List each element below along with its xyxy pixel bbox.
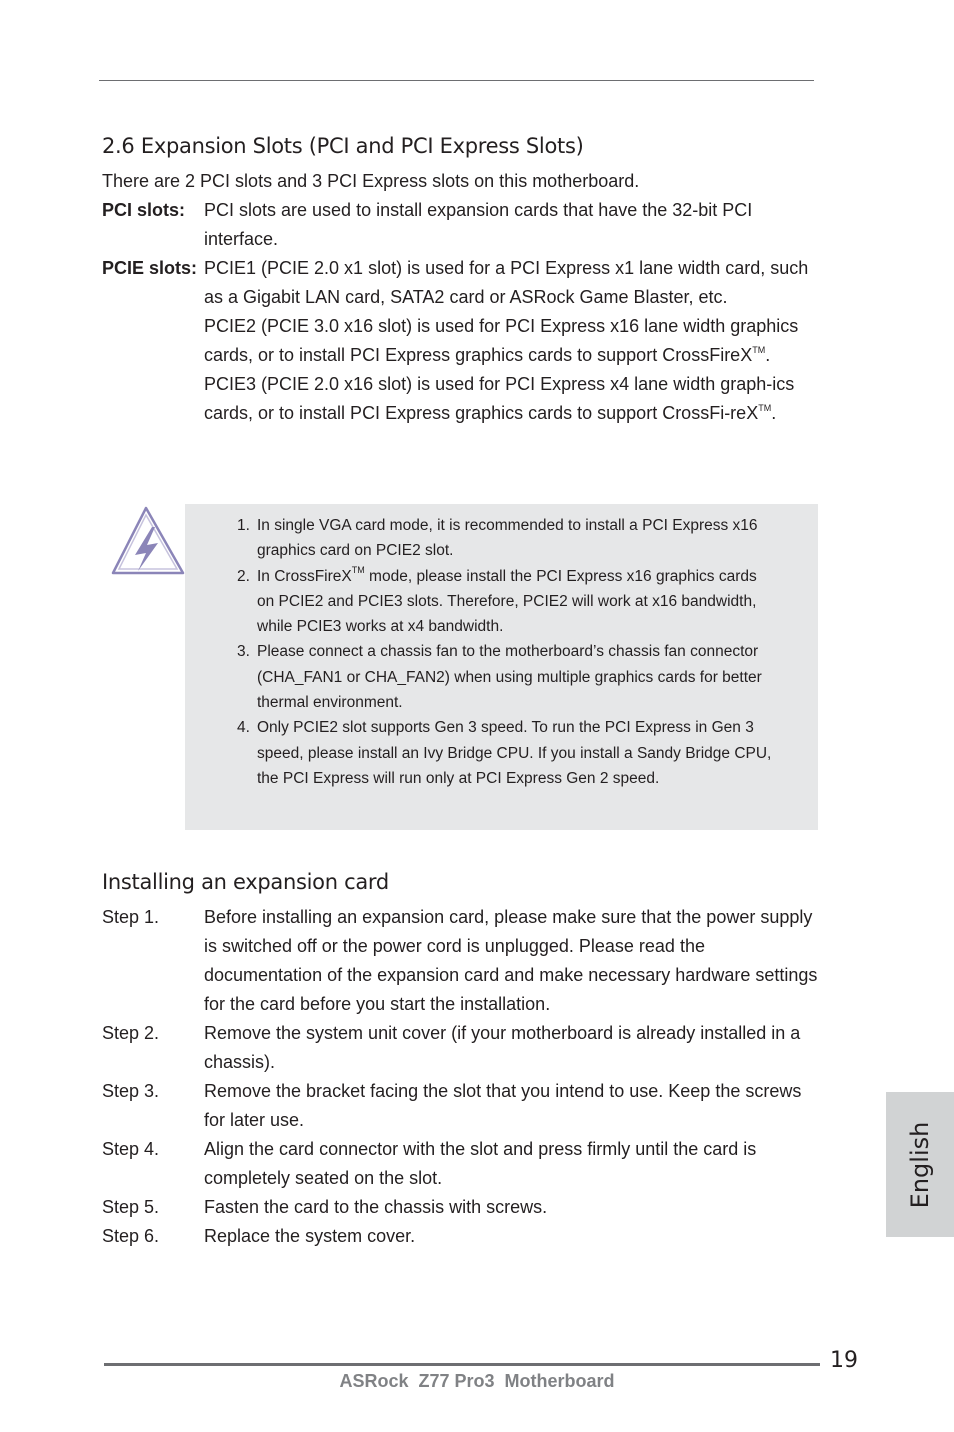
step-label: Step 2. xyxy=(102,1023,160,1043)
pcie2-period: . xyxy=(765,345,771,365)
note-number: 3. xyxy=(237,643,250,661)
trademark-sup: TM xyxy=(351,564,365,575)
note-number: 2. xyxy=(237,567,250,585)
step-label: Step 4. xyxy=(102,1139,160,1159)
trademark-sup: TM xyxy=(752,345,766,355)
note-box xyxy=(185,504,818,830)
page-number: 19 xyxy=(830,1348,858,1373)
footer xyxy=(0,1371,954,1392)
step-label: Step 3. xyxy=(102,1081,160,1101)
note-number: 4. xyxy=(237,719,250,737)
section-title: 2.6 Expansion Slots (PCI and PCI Express Slots) xyxy=(102,134,584,158)
language-tab xyxy=(886,1092,954,1237)
pci-slots-text-line1: PCI slots are used to install expansion cards that have the 32-bit PCI xyxy=(204,200,753,220)
note-item xyxy=(237,715,777,791)
pcie1-description: PCIE1 (PCIE 2.0 x1 slot) is used for a PCI Express x1 lane width card, such as a Gigabit LAN card, SATA2 card or ASRock Game Blaster, etc. xyxy=(204,258,809,307)
top-rule xyxy=(99,80,814,81)
step-label: Step 5. xyxy=(102,1197,160,1217)
pcie2-text: PCIE2 (PCIE 3.0 x16 slot) is used for PCI Express x16 lane width graphics cards, or to install PCI Express graphics cards to support CrossFireX xyxy=(204,316,799,365)
pcie3-period: . xyxy=(771,403,777,423)
note-item xyxy=(237,513,777,564)
pci-slots-label: PCI slots: xyxy=(102,200,186,220)
note-text: Only PCIE2 slot supports Gen 3 speed. To run the PCI Express in Gen 3 speed, please install an Ivy Bridge CPU. If you install a Sandy Bridge CPU, the PCI Express will run only at PCI Express Gen 2 speed. xyxy=(257,719,772,787)
step-text: Replace the system cover. xyxy=(204,1226,416,1246)
note-text: Please connect a chassis fan to the motherboard’s chassis fan connector (CHA_FAN1 or CHA_FAN2) when using multiple graphics cards for better thermal environment. xyxy=(257,643,762,712)
bottom-rule xyxy=(104,1363,820,1366)
footer-text: ASRock Z77 Pro3 Motherboard xyxy=(339,1371,615,1391)
trademark-sup: TM xyxy=(758,403,772,413)
note-item xyxy=(237,639,777,715)
pci-slots-description xyxy=(204,196,820,254)
pcie3-description xyxy=(204,370,820,428)
pci-slots-text-line2: interface. xyxy=(204,229,279,249)
note-item xyxy=(237,564,777,640)
pcie2-description xyxy=(204,312,820,370)
note-text: In CrossFireX xyxy=(257,567,352,585)
step-item xyxy=(102,1019,822,1077)
note-number: 1. xyxy=(237,517,250,534)
pcie-slots-label: PCIE slots: xyxy=(102,258,198,278)
step-item xyxy=(102,1077,822,1135)
step-text: Align the card connector with the slot and press firmly until the card is completely seated on the slot. xyxy=(204,1139,757,1188)
step-text: Before installing an expansion card, please make sure that the power supply is switched off or the power cord is unplugged. Please read the documentation of the expansion card and make necessary hardware settings for the card before you start the installation. xyxy=(204,907,818,1014)
pcie3-text: PCIE3 (PCIE 2.0 x16 slot) is used for PCI Express x4 lane width graph-ics cards, or to install PCI Express graphics cards to support CrossFi-reX xyxy=(204,374,795,423)
step-label: Step 1. xyxy=(102,907,160,927)
language-tab-label: English xyxy=(906,1121,934,1208)
note-list xyxy=(237,513,777,791)
step-text: Remove the system unit cover (if your motherboard is already installed in a chassis). xyxy=(204,1023,801,1072)
install-steps xyxy=(102,903,822,1251)
step-item xyxy=(102,1222,822,1251)
step-item xyxy=(102,1193,822,1222)
note-text: In single VGA card mode, it is recommended to install a PCI Express x16 graphics card on PCIE2 slot. xyxy=(257,517,758,560)
step-label: Step 6. xyxy=(102,1226,160,1246)
warning-lightning-icon xyxy=(110,505,186,577)
pcie-slots-description xyxy=(204,254,820,428)
step-item xyxy=(102,1135,822,1193)
step-text: Fasten the card to the chassis with screws. xyxy=(204,1197,548,1217)
note-text: mode, please install the PCI Express x16 graphics cards on PCIE2 and PCIE3 slots. Therefore, PCIE2 will work at x16 bandwidth, while PCIE3 works at x4 bandwidth. xyxy=(257,567,757,636)
install-title: Installing an expansion card xyxy=(102,870,389,894)
section-intro: There are 2 PCI slots and 3 PCI Express slots on this motherboard. xyxy=(102,171,640,191)
step-text: Remove the bracket facing the slot that you intend to use. Keep the screws for later use. xyxy=(204,1081,802,1130)
step-item xyxy=(102,903,822,1019)
